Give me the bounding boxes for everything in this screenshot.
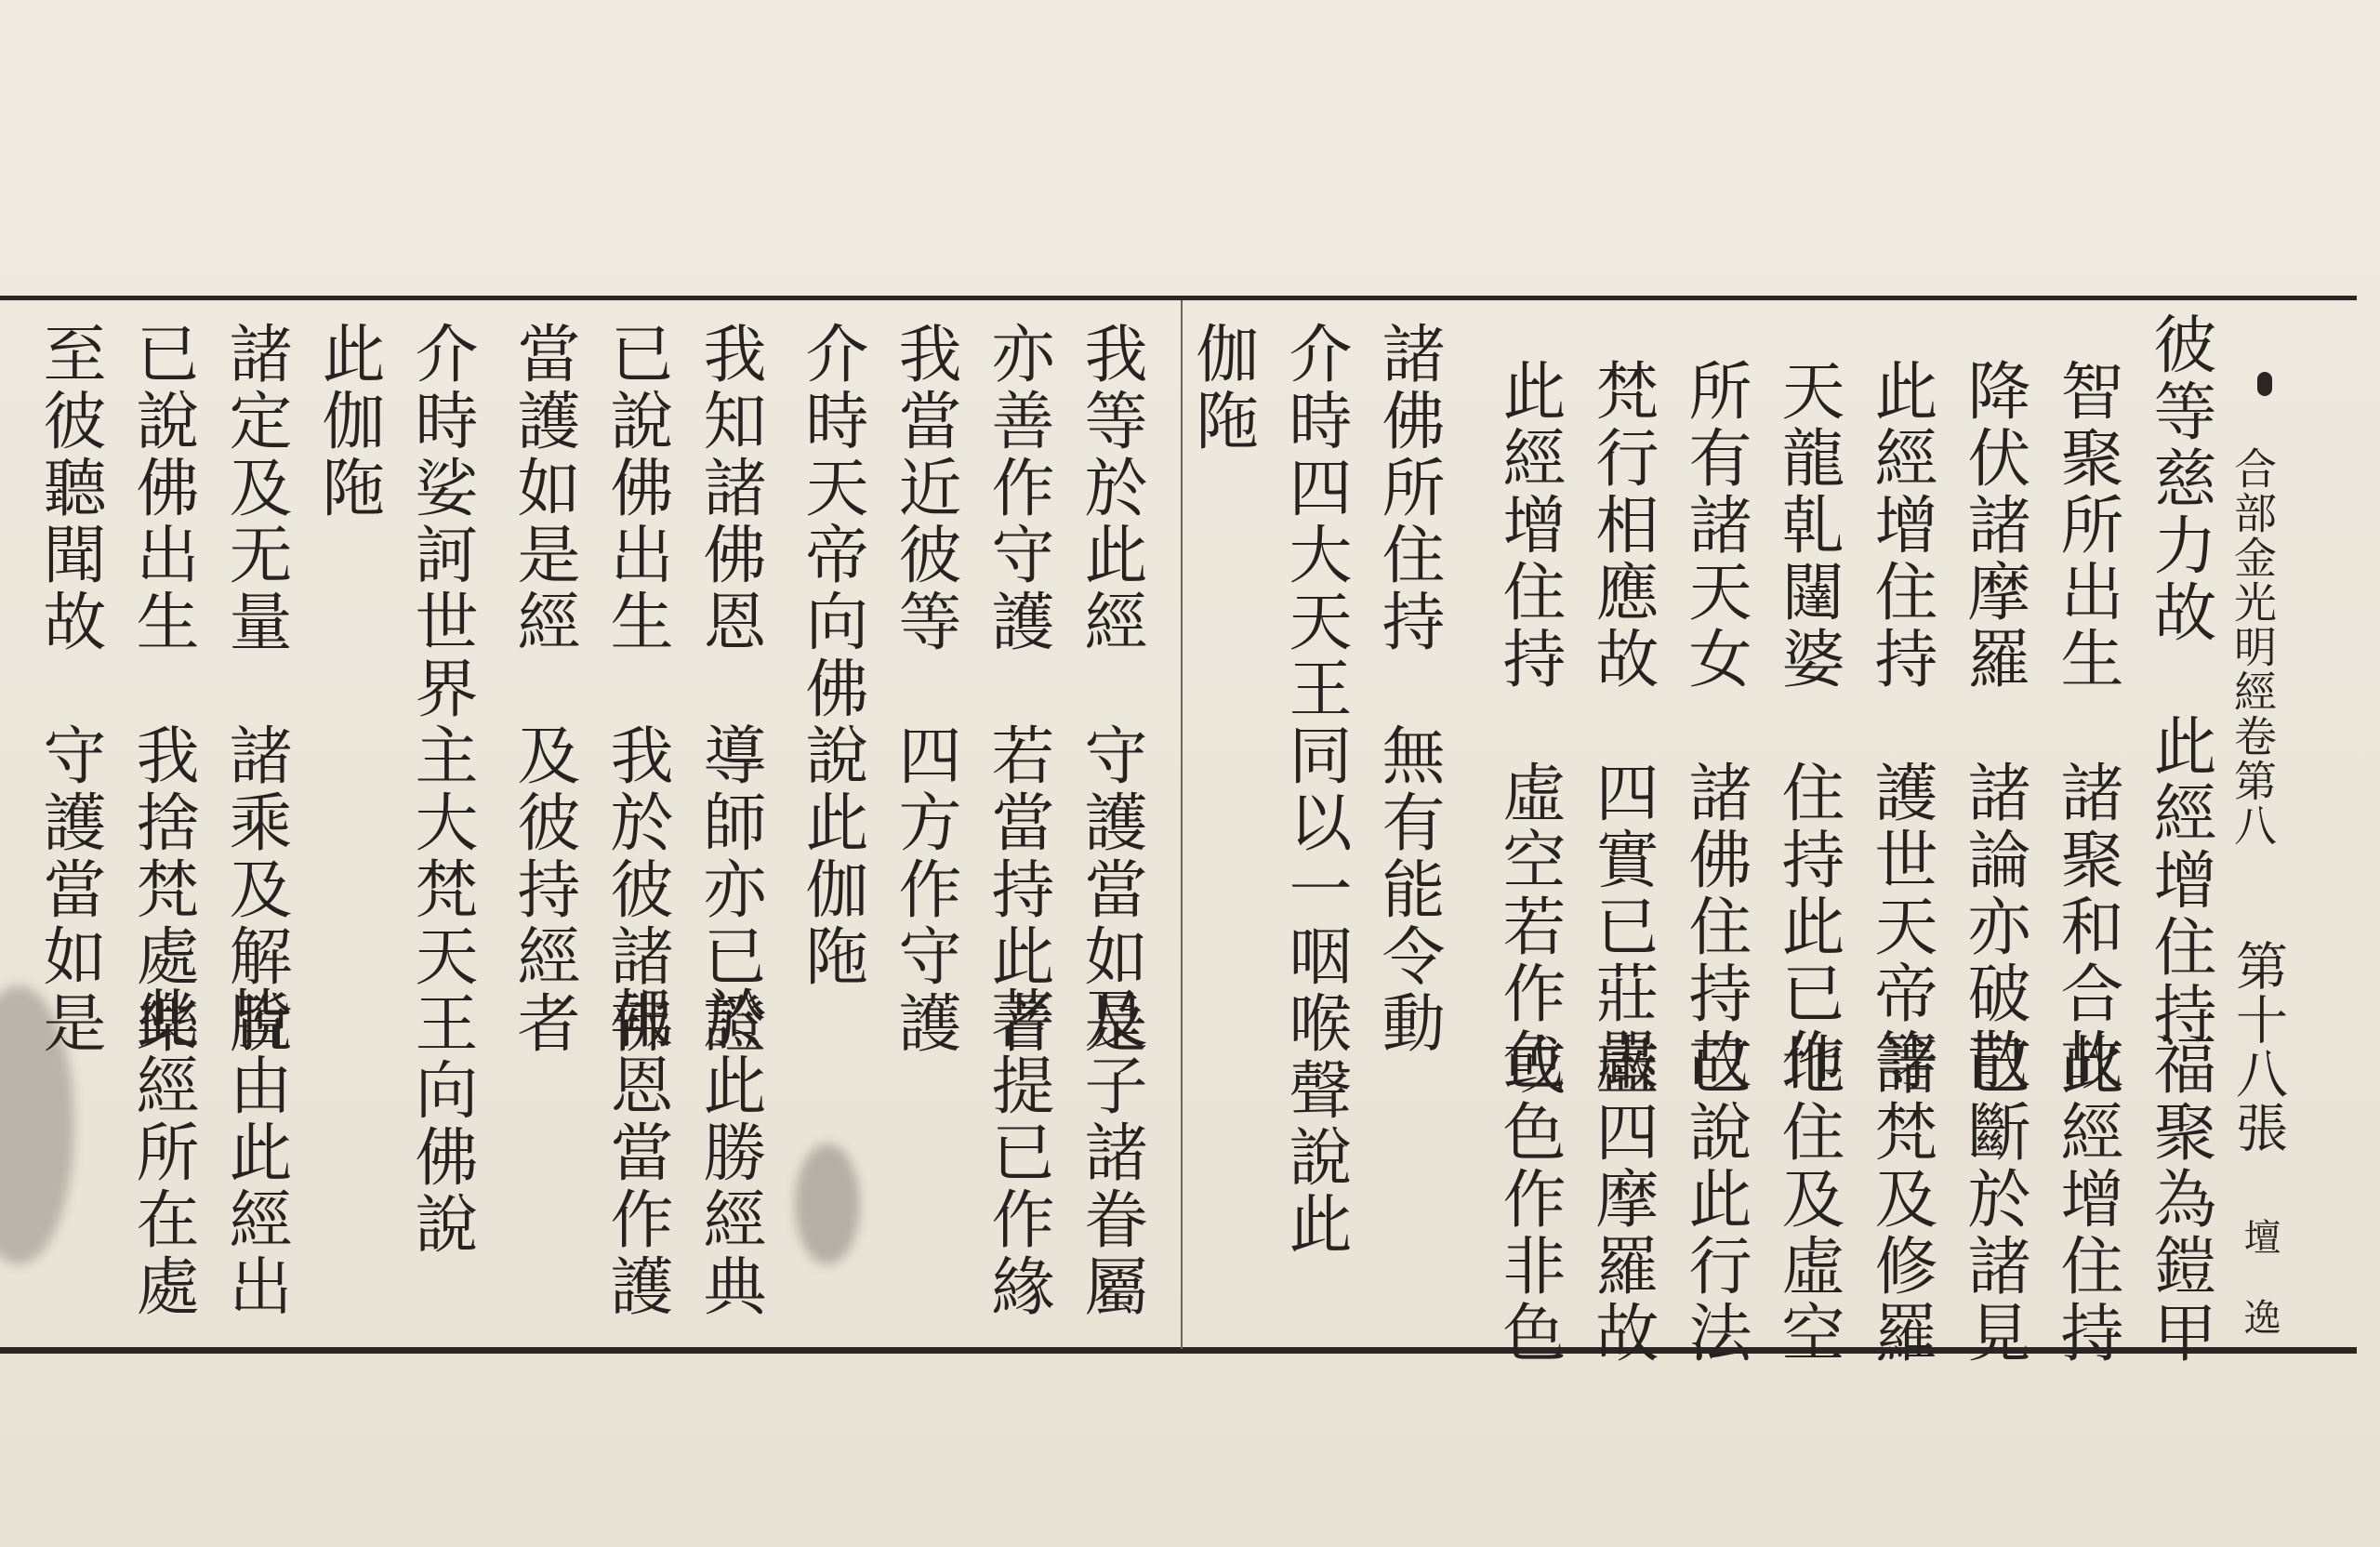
text-column-r9: 諸佛所住持 無有能令動 — [1371, 321, 1445, 1057]
text-column-l4: 介時天帝向佛說此伽陁 — [795, 321, 868, 990]
text-column-l1: 我等於此經 守護當如是 — [1074, 321, 1147, 1057]
text-column-r8: 此經增住持 虛空若作色 — [1492, 358, 1566, 1094]
text-column-r2b: 此經增住持 — [2050, 1032, 2123, 1367]
text-column-r8b: 或色作非色 — [1492, 1032, 1566, 1367]
ink-stain-middle — [795, 1144, 860, 1264]
text-column-r5b: 地住及虛空 — [1771, 1032, 1844, 1367]
text-column-r4: 此經增住持 護世天帝等 — [1864, 358, 1937, 1094]
text-column-l11b: 此經所在處 — [126, 985, 199, 1320]
text-column-l9: 此伽陁 — [311, 321, 385, 522]
text-column-l11: 已說佛出生 我捨梵處樂 — [126, 321, 199, 1057]
text-column-r6: 所有諸天女 諸佛住持故 — [1678, 358, 1752, 1094]
text-column-l10: 諸定及无量 諸乘及解脫 — [218, 321, 292, 1057]
text-column-r3: 降伏諸摩羅 諸論亦破散 — [1957, 358, 2030, 1094]
text-column-r7: 梵行相應故 四實已莊嚴 — [1585, 358, 1659, 1094]
top-border-rule — [0, 296, 2357, 300]
page-number: 第十八張 — [2228, 939, 2288, 1155]
text-column-l2: 亦善作守護 若當持此者 — [981, 321, 1054, 1057]
text-column-l5b: 於此勝經典 — [693, 985, 766, 1320]
text-column-r10: 介時四大天王同以一咽喉聲說此 — [1278, 321, 1352, 1258]
text-column-l8: 介時娑訶世界主大梵天王向佛說 — [404, 321, 478, 1258]
page-fold-divider — [1181, 300, 1183, 1349]
engraver-name: 壇 𨓜 — [2238, 1218, 2281, 1335]
text-column-l6b: 報恩當作護 — [600, 985, 673, 1320]
text-column-l2b: 菩提已作緣 — [981, 985, 1054, 1320]
header-title: 合部金光明經卷第八 — [2228, 446, 2278, 848]
text-column-r7b: 盡四摩羅故 — [1585, 1032, 1659, 1367]
text-column-r4b: 諸梵及修羅 — [1864, 1032, 1937, 1367]
text-column-r6b: 已說此行法 — [1678, 1032, 1752, 1367]
text-column-r11: 伽陁 — [1185, 321, 1259, 455]
text-column-l1b: 及子諸眷屬 — [1074, 985, 1147, 1320]
text-column-r3b: 已斷於諸見 — [1957, 1032, 2030, 1367]
text-column-l3: 我當近彼等 四方作守護 — [888, 321, 961, 1057]
text-column-l5: 我知諸佛恩 導師亦已證 — [693, 321, 766, 1057]
text-column-r2: 智聚所出生 諸聚和合故 — [2050, 358, 2123, 1094]
text-column-l12: 至彼聽聞故 守護當如是 — [33, 321, 106, 1057]
text-column-r1b: 福聚為鎧甲 — [2143, 1032, 2216, 1367]
text-column-l10b: 皆由此經出 — [218, 985, 292, 1320]
text-column-r5: 天龍乹闥婆 住持此已作 — [1771, 358, 1844, 1094]
text-column-l6: 已說佛出生 我於彼諸佛 — [600, 321, 673, 1057]
text-column-r1: 彼等慈力故 此經增住持 — [2143, 311, 2216, 1048]
text-column-l7: 當護如是經 及彼持經者 — [507, 321, 580, 1057]
ink-dot-mark — [2257, 372, 2272, 396]
